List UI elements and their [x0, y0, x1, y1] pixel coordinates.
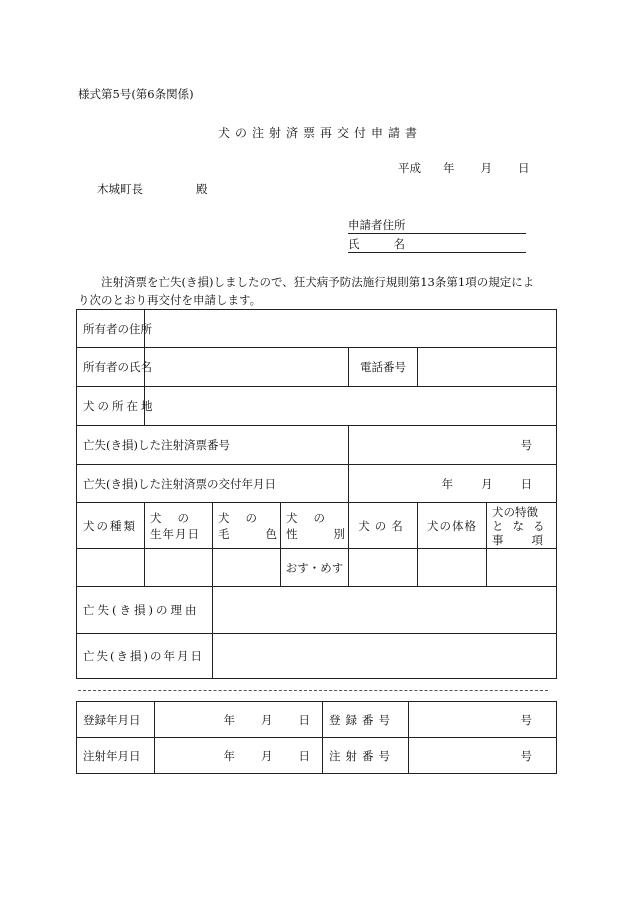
inj-number-input[interactable]	[409, 738, 557, 774]
inj-date-label: 注射年月日	[77, 738, 155, 774]
cut-line-divider	[78, 690, 548, 691]
dog-features-label-2: となる	[492, 518, 554, 533]
page-title: 犬の注射済票再交付申請書	[218, 126, 423, 140]
owner-address-label: 所有者の住所	[77, 310, 145, 348]
dog-name-label: 犬の名	[349, 503, 418, 549]
form-number: 様式第5号(第6条関係)	[78, 87, 194, 101]
applicant-address-field[interactable]	[348, 217, 526, 234]
dog-birth-input[interactable]	[145, 549, 213, 587]
reg-date-input[interactable]	[155, 702, 323, 738]
owner-name-label: 所有者の氏名	[77, 348, 145, 387]
dog-features-label-1: 犬の特徴	[492, 504, 538, 519]
applicant-name-label-1: 氏	[348, 237, 360, 251]
dog-sex-label-2: 性別	[286, 526, 381, 541]
loss-reason-label: 亡失(き損)の理由	[77, 587, 213, 634]
application-table	[76, 309, 571, 679]
dog-color-label-2: 毛色	[218, 526, 313, 541]
addressee-name: 木城町長	[97, 182, 143, 196]
lost-tag-date-input[interactable]	[349, 465, 557, 503]
applicant-name-label-2: 名	[393, 237, 405, 251]
dog-location-input[interactable]	[145, 387, 557, 426]
owner-address-input[interactable]	[145, 310, 557, 348]
loss-reason-input[interactable]	[213, 587, 557, 634]
reg-number-input[interactable]	[409, 702, 557, 738]
lost-tag-date-day: 日	[520, 476, 533, 491]
lost-tag-date-label: 亡失(き損)した注射済票の交付年月日	[77, 465, 349, 503]
phone-label: 電話番号	[349, 348, 418, 387]
dog-color-label-1: 犬の	[218, 510, 273, 525]
reg-date-day: 日	[298, 712, 310, 727]
dog-location-label: 犬の所在地	[77, 387, 145, 426]
dog-features-input[interactable]	[487, 549, 557, 587]
dog-color-input[interactable]	[213, 549, 281, 587]
lost-tag-number-input[interactable]	[349, 426, 557, 465]
office-use-table	[76, 701, 557, 774]
dog-birth-label	[145, 503, 213, 549]
inj-date-year: 年	[223, 748, 235, 763]
applicant-address-label: 申請者住所	[348, 218, 406, 232]
addressee-honorific: 殿	[196, 182, 208, 196]
dog-features-label-3: 事項	[492, 532, 571, 547]
reg-date-label: 登録年月日	[77, 702, 155, 738]
date-day: 日	[518, 161, 530, 175]
lost-tag-number-label: 亡失(き損)した注射済票番号	[77, 426, 349, 465]
inj-date-input[interactable]	[155, 738, 323, 774]
phone-input[interactable]	[418, 348, 557, 387]
reg-date-month: 月	[261, 712, 273, 727]
dog-birth-label-1: 犬の	[150, 510, 205, 525]
dog-features-label	[487, 503, 571, 549]
lost-tag-date-month: 月	[481, 476, 493, 491]
date-month: 月	[480, 161, 492, 175]
loss-date-label: 亡失(き損)の年月日	[77, 634, 213, 679]
date-era: 平成	[398, 161, 421, 175]
inj-number-label: 注射番号	[323, 738, 409, 774]
body-text-line1: 注射済票を亡失(き損)しましたので、狂犬病予防法施行規則第13条第1項の規定によ	[101, 275, 535, 289]
dog-sex-options: おす・めす	[285, 560, 344, 575]
inj-date-month: 月	[261, 748, 273, 763]
dog-sex-input[interactable]	[281, 549, 349, 587]
date-line	[398, 160, 530, 176]
dog-name-input[interactable]	[349, 549, 418, 587]
reg-number-suffix: 号	[520, 712, 532, 727]
owner-name-input[interactable]	[145, 348, 349, 387]
lost-tag-number-suffix: 号	[520, 438, 533, 452]
date-year: 年	[443, 161, 455, 175]
loss-date-input[interactable]	[213, 634, 557, 679]
lost-tag-date-year: 年	[441, 476, 454, 491]
dog-color-label	[213, 503, 313, 549]
dog-birth-label-2: 生年月日	[150, 526, 200, 541]
dog-breed-input[interactable]	[77, 549, 145, 587]
dog-sex-label-1: 犬の	[286, 510, 341, 525]
dog-sex-label	[281, 503, 381, 549]
inj-number-suffix: 号	[520, 748, 532, 763]
reg-number-label: 登録番号	[323, 702, 409, 738]
dog-breed-label: 犬の種類	[77, 503, 145, 549]
applicant-name-field[interactable]	[348, 236, 526, 253]
inj-date-day: 日	[298, 748, 310, 763]
dog-size-label: 犬の体格	[418, 503, 487, 549]
reg-date-year: 年	[223, 712, 235, 727]
dog-size-input[interactable]	[418, 549, 487, 587]
body-text-line2: り次のとおり再交付を申請します。	[78, 293, 262, 307]
